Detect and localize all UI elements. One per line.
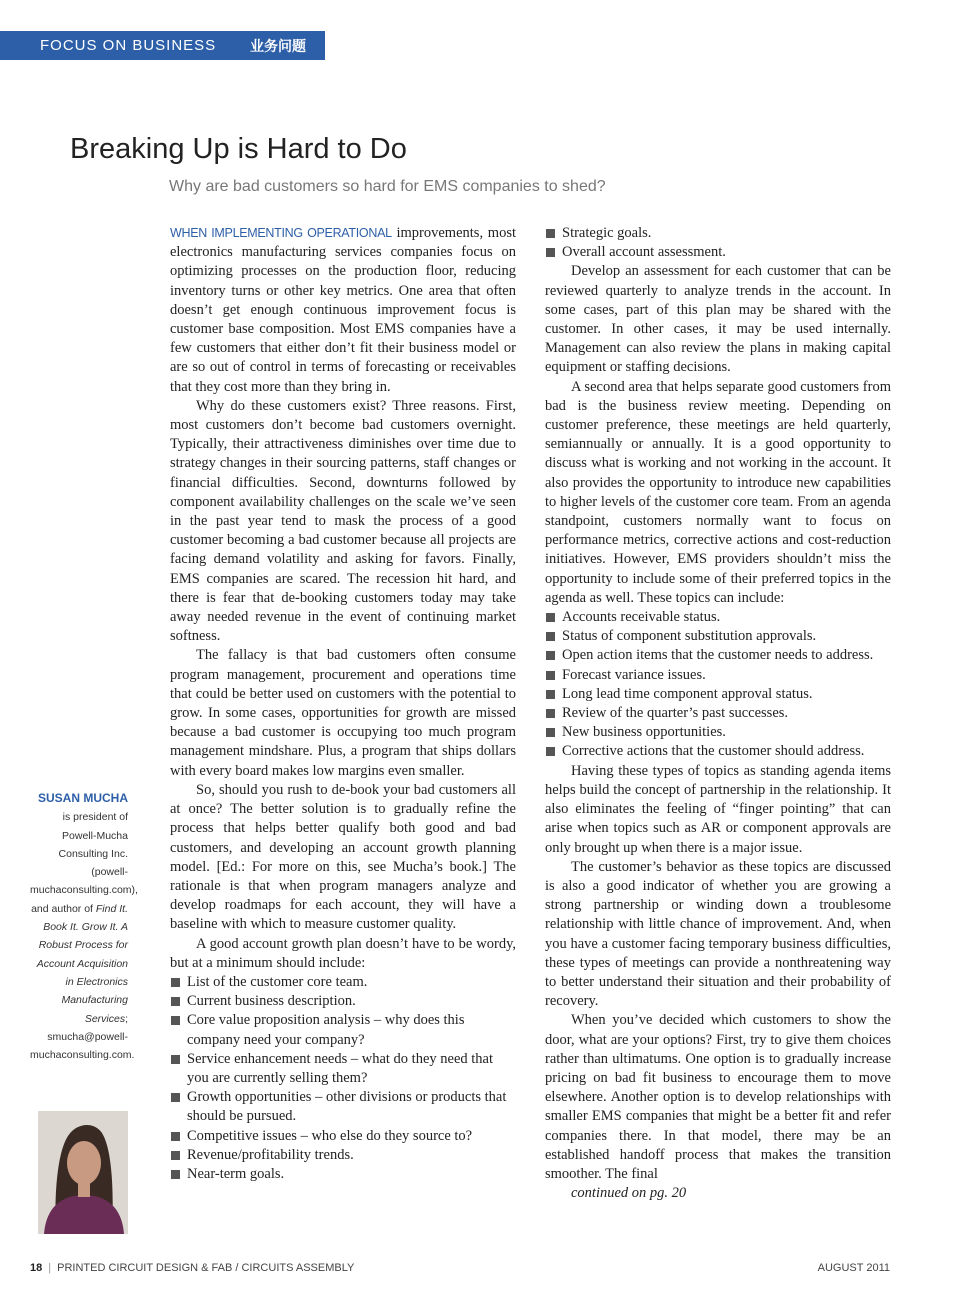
- paragraph: The customer’s behavior as these topics are discussed is also a good indicator of whether you are growing a strong partnership or winding down a troublesome relationship with little chance of improvement. And, when you have a customer facing temporary business difficulties, these types of meetings can provide a nonthreatening way to better understand their situation and their probability of recovery.: [545, 858, 891, 1010]
- continued-note: continued on pg. 20: [571, 1185, 687, 1202]
- column-right: [545, 224, 891, 1203]
- plan-list: [170, 973, 516, 1184]
- section-header-bar: [0, 31, 325, 60]
- list-item: Forecast variance issues.: [545, 666, 891, 685]
- page-number: 18: [30, 1262, 43, 1274]
- issue-date: AUGUST 2011: [817, 1262, 890, 1274]
- list-item: Strategic goals.: [545, 224, 891, 243]
- list-item: Near-term goals.: [170, 1165, 516, 1184]
- list-item: Revenue/profitability trends.: [170, 1146, 516, 1165]
- publication-name: PRINTED CIRCUIT DESIGN & FAB / CIRCUITS ASSEMBLY: [57, 1262, 355, 1274]
- article-title: Breaking Up is Hard to Do: [70, 133, 407, 165]
- list-item: Current business description.: [170, 992, 516, 1011]
- paragraph: So, should you rush to de-book your bad customers all at once? The better solution is to gradually refine the process that helps better qualify both good and bad customers, and developing an account growth planning model. [Ed.: For more on this, see Mucha’s book.] The rationale is that when program managers analyze and develop roadmaps for each account, they will have a baseline with which to measure customer quality.: [170, 781, 516, 933]
- list-item: Competitive issues – who else do they source to?: [170, 1127, 516, 1146]
- list-item: Accounts receivable status.: [545, 608, 891, 627]
- list-item: Core value proposition analysis – why does this company need your company?: [170, 1011, 516, 1049]
- paragraph: Develop an assessment for each customer that can be reviewed quarterly to analyze trends in the account. In some cases, part of this plan may be shared with the customer. In other cases, it may be used internally. Management can also review the plans in making capital equipment or staffing decisions.: [545, 263, 891, 376]
- article-subtitle: Why are bad customers so hard for EMS companies to shed?: [169, 178, 606, 195]
- list-item: New business opportunities.: [545, 723, 891, 742]
- list-item: Status of component substitution approvals.: [545, 627, 891, 646]
- paragraph: Having these types of topics as standing agenda items helps build the concept of partnership in the relationship. It also eliminates the feeling of “finger pointing” that can arise when topics such as AR or component approvals are only brought up when there is a major issue.: [545, 762, 891, 856]
- author-photo: [38, 1111, 128, 1234]
- section-label-zh: 业务问题: [250, 39, 306, 55]
- list-item: Open action items that the customer needs to address.: [545, 646, 891, 665]
- footer-left: 18 | PRINTED CIRCUIT DESIGN & FAB / CIRCUITS ASSEMBLY: [30, 1262, 355, 1274]
- column-left: [170, 224, 516, 1184]
- author-bio: SUSAN MUCHA is president of Powell-Mucha Consulting Inc. (powell-muchaconsulting.com), and author of Find It. Book It. Grow It. A Robust Process for Account Acquisition in Electronics Manufacturing Services; smucha@powell-muchaconsulting.com.: [30, 791, 138, 1062]
- agenda-list: [545, 608, 891, 762]
- book-title: Find It. Book It. Grow It. A Robust Process for Account Acquisition in Electronics Manufacturing Services: [36, 902, 128, 1025]
- list-item: Review of the quarter’s past successes.: [545, 704, 891, 723]
- list-item: Growth opportunities – other divisions or products that should be pursued.: [170, 1088, 516, 1126]
- paragraph: Why do these customers exist? Three reasons. First, most customers don’t become bad customers overnight. Typically, their attractiveness diminishes over time due to strategy changes in their sourcing patterns, staff changes or financial difficulties. Second, downturns followed by component availability challenges on the scale we’ve seen in the past year tend to mask the process of a good customer becoming a bad customer because all projects are facing demand volatility and asking for favors. Finally, EMS companies are scared. The recession hit hard, and there is fear that de-booking customers today may take away needed revenue in the event of continuing market softness.: [170, 397, 516, 645]
- list-item: Service enhancement needs – what do they need that you are currently selling them?: [170, 1050, 516, 1088]
- list-item: Long lead time component approval status.: [545, 685, 891, 704]
- author-portrait-icon: [38, 1111, 128, 1234]
- paragraph: A second area that helps separate good customers from bad is the business review meeting. Depending on customer preference, these meetings are held quarterly, semiannually or annually. It is a good opportunity to discuss what is working and not working in the account. It also provides the opportunity to introduce new capabilities to higher levels of the customer core team. From an agenda standpoint, customers normally want to focus on performance metrics, corrective actions and cost-reduction initiatives. However, EMS providers shouldn’t miss the opportunity to include some of their preferred topics in the agenda as well. These topics can include:: [545, 378, 891, 606]
- paragraph: WHEN IMPLEMENTING OPERATIONAL improvements, most electronics manufacturing services companies focus on optimizing processes on the production floor, reducing inventory turns or other key metrics. One area that often doesn’t get enough continuous improvement focus is customer base composition. Most EMS companies have a few customers that either don’t fit their business model or are so out of control in terms of forecasting or receivables that they cost more than they bring in.: [170, 225, 516, 395]
- list-item: Overall account assessment.: [545, 243, 891, 262]
- list-item: List of the customer core team.: [170, 973, 516, 992]
- author-name: SUSAN MUCHA: [38, 791, 128, 805]
- paragraph: A good account growth plan doesn’t have to be wordy, but at a minimum should include:: [170, 935, 516, 971]
- paragraph: The fallacy is that bad customers often consume program management, procurement and operations time that could be better used on customers with the potential to grow. In some cases, opportunities for growth are missed because a bad customer is occupying too much program management mindshare. Plus, a program that ships dollars with every board makes low margins even smaller.: [170, 647, 516, 779]
- section-label-en: FOCUS ON BUSINESS: [40, 37, 217, 54]
- plan-list-continued: [545, 224, 891, 262]
- list-item: Corrective actions that the customer should address.: [545, 742, 891, 761]
- paragraph: When you’ve decided which customers to show the door, what are your options? First, try to give them choices rather than ultimatums. One option is to gradually increase pricing on bad fit business to encourage them to move elsewhere. Another option is to develop relationships with smaller EMS companies that might be a better fit and refer companies there. In that model, there may be an established handoff process that makes the transition smoother. The final: [545, 1012, 891, 1182]
- lead-caps: WHEN IMPLEMENTING OPERATIONAL: [170, 226, 392, 240]
